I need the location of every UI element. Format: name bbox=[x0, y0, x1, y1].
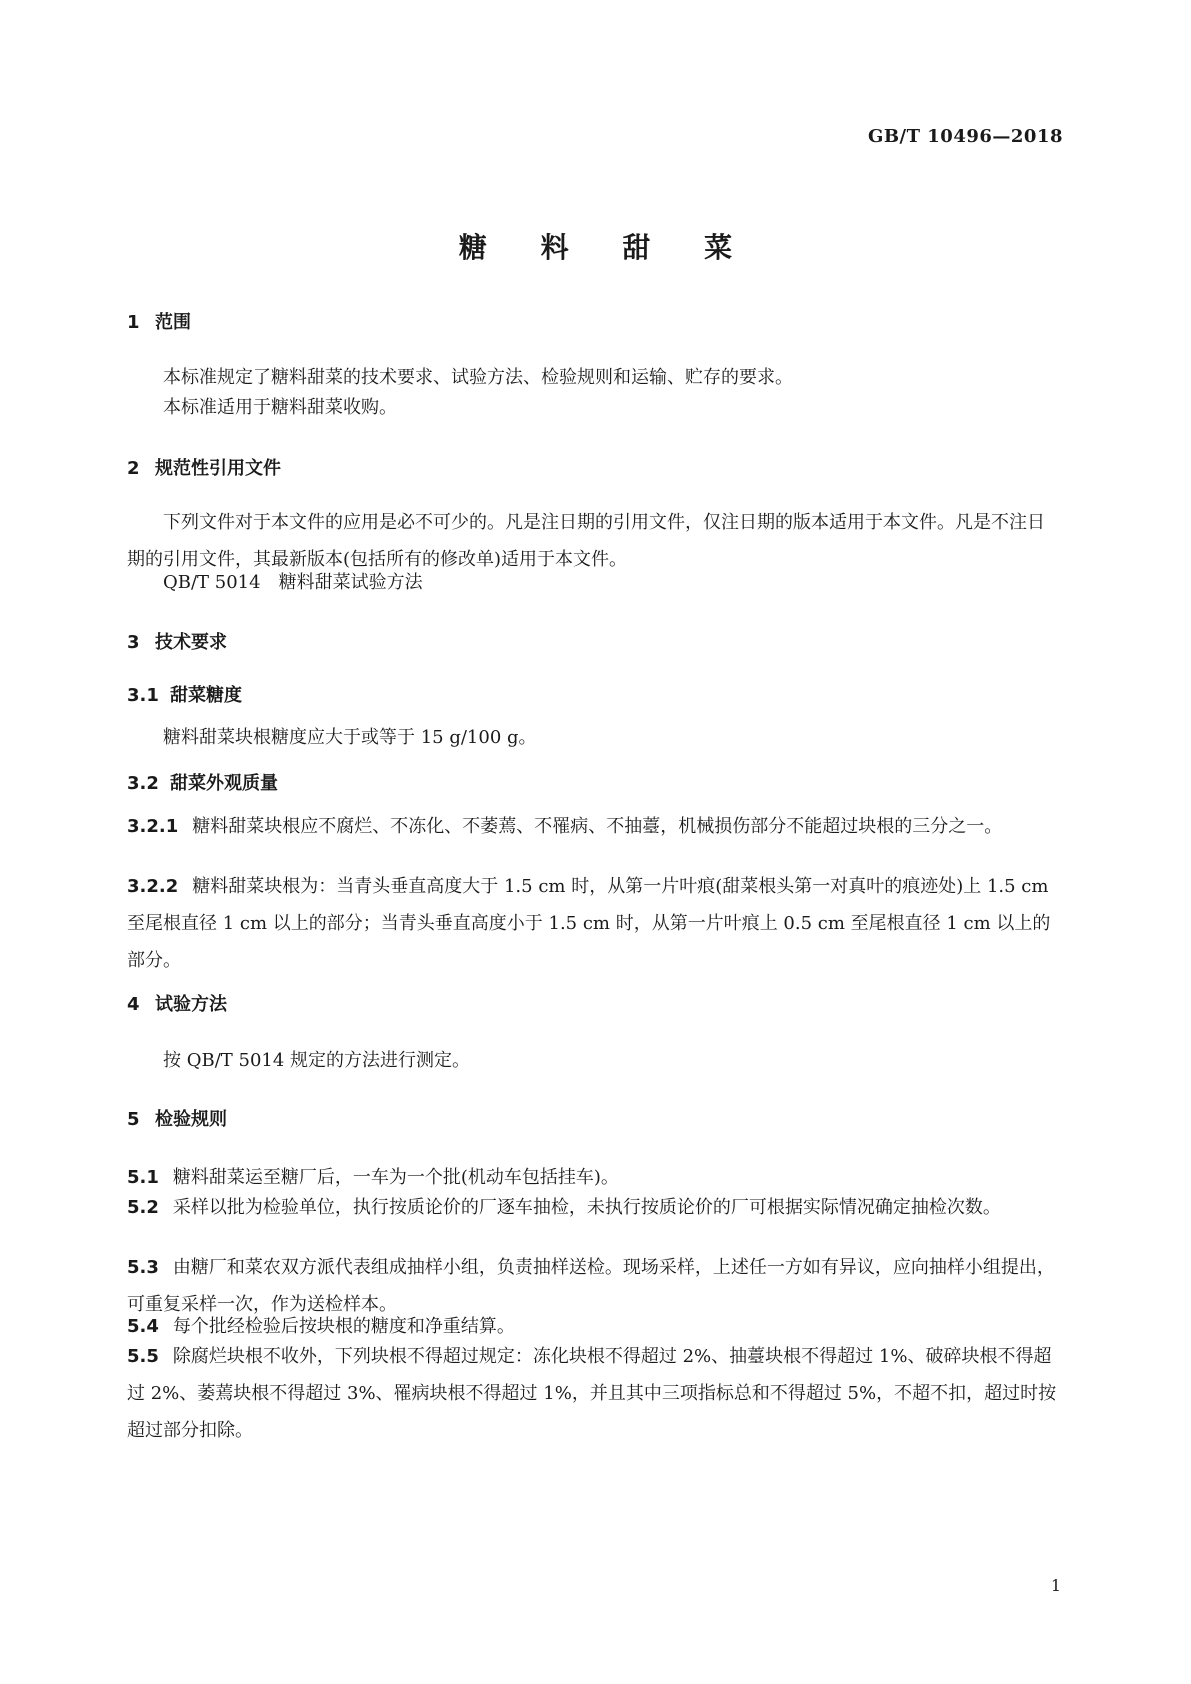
section-number: 3.1 bbox=[127, 685, 159, 706]
page-number: 1 bbox=[1050, 1576, 1061, 1595]
section-number: 4 bbox=[127, 994, 140, 1015]
section-title: 技术要求 bbox=[155, 632, 227, 653]
clause-number: 3.2.2 bbox=[127, 876, 179, 897]
section-5-heading bbox=[127, 1105, 227, 1131]
section-number: 3.2 bbox=[127, 773, 159, 794]
section-2-heading bbox=[127, 454, 281, 480]
paragraph: 糖料甜菜块根糖度应大于或等于 15 g/100 g。 bbox=[163, 727, 537, 748]
section-title: 规范性引用文件 bbox=[155, 458, 281, 479]
clause-5-5 bbox=[127, 1338, 1062, 1449]
clause-number: 5.1 bbox=[127, 1167, 159, 1188]
subsection-3-2-heading bbox=[127, 769, 278, 795]
section-number: 2 bbox=[127, 458, 140, 479]
clause-number: 5.2 bbox=[127, 1197, 159, 1218]
document-title: 糖 料 甜 菜 bbox=[458, 231, 755, 264]
section-number: 3 bbox=[127, 632, 140, 653]
section-title: 范围 bbox=[155, 312, 191, 333]
clause-5-2 bbox=[127, 1189, 1062, 1226]
clause-text: 除腐烂块根不收外，下列块根不得超过规定：冻化块根不得超过 2%、抽薹块根不得超过 1%、破碎块根不得超过 2%、萎蔫块根不得超过 3%、罹病块根不得超过 1%，并且其中三项指标总和不得超过 5%，不超不扣，超过时按超过部分扣除。 bbox=[127, 1346, 1057, 1441]
clause-3-2-1 bbox=[127, 808, 1062, 845]
clause-text: 由糖厂和菜农双方派代表组成抽样小组，负责抽样送检。现场采样，上述任一方如有异议，应向抽样小组提出，可重复采样一次，作为送检样本。 bbox=[127, 1257, 1055, 1315]
clause-number: 3.2.1 bbox=[127, 816, 179, 837]
section-title: 甜菜糖度 bbox=[170, 685, 242, 706]
normative-reference: QB/T 5014 糖料甜菜试验方法 bbox=[163, 572, 423, 593]
clause-number: 5.3 bbox=[127, 1257, 159, 1278]
clause-number: 5.4 bbox=[127, 1316, 159, 1337]
paragraph: 本标准适用于糖料甜菜收购。 bbox=[163, 397, 397, 418]
section-3-heading bbox=[127, 628, 227, 654]
section-number: 1 bbox=[127, 312, 140, 333]
paragraph: 本标准规定了糖料甜菜的技术要求、试验方法、检验规则和运输、贮存的要求。 bbox=[163, 367, 793, 388]
clause-text: 糖料甜菜块根为：当青头垂直高度大于 1.5 cm 时，从第一片叶痕(甜菜根头第一对真叶的痕迹处)上 1.5 cm 至尾根直径 1 cm 以上的部分；当青头垂直高度小于 1.5 cm 时，从第一片叶痕上 0.5 cm 至尾根直径 1 cm 以上的部分。 bbox=[127, 876, 1051, 971]
subsection-3-1-heading bbox=[127, 681, 242, 707]
section-number: 5 bbox=[127, 1109, 140, 1130]
section-title: 甜菜外观质量 bbox=[170, 773, 278, 794]
clause-3-2-2 bbox=[127, 868, 1062, 979]
clause-text: 每个批经检验后按块根的糖度和净重结算。 bbox=[172, 1316, 515, 1337]
paragraph: 下列文件对于本文件的应用是必不可少的。凡是注日期的引用文件，仅注日期的版本适用于本文件。凡是不注日期的引用文件，其最新版本(包括所有的修改单)适用于本文件。 bbox=[127, 512, 1045, 570]
clause-text: 采样以批为检验单位，执行按质论价的厂逐车抽检，未执行按质论价的厂可根据实际情况确定抽检次数。 bbox=[172, 1197, 1001, 1218]
clause-text: 糖料甜菜块根应不腐烂、不冻化、不萎蔫、不罹病、不抽薹，机械损伤部分不能超过块根的三分之一。 bbox=[192, 816, 1003, 837]
section-1-heading bbox=[127, 308, 191, 334]
section-title: 检验规则 bbox=[155, 1109, 227, 1130]
standard-number: GB/T 10496—2018 bbox=[867, 126, 1063, 147]
section-4-heading bbox=[127, 990, 227, 1016]
clause-text: 糖料甜菜运至糖厂后，一车为一个批(机动车包括挂车)。 bbox=[172, 1167, 619, 1188]
section-title: 试验方法 bbox=[155, 994, 227, 1015]
paragraph: 按 QB/T 5014 规定的方法进行测定。 bbox=[163, 1050, 471, 1071]
clause-number: 5.5 bbox=[127, 1346, 159, 1367]
